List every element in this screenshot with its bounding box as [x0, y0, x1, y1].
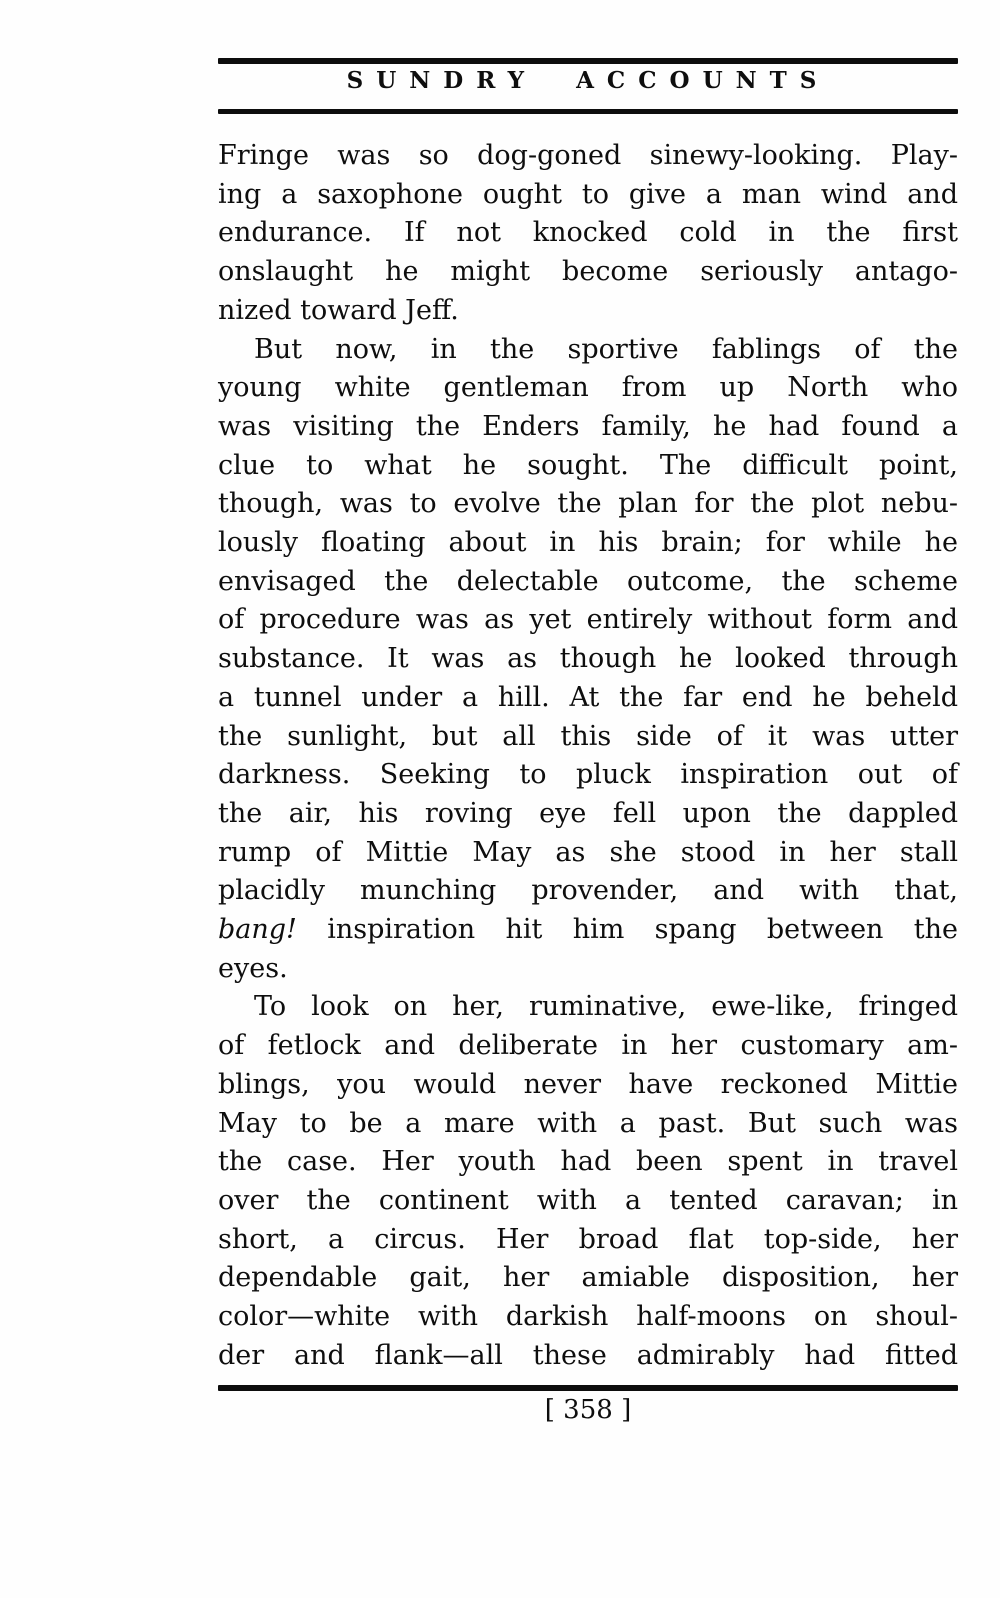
text-line: the sunlight, but all this side of it was utter — [218, 720, 958, 752]
text-line: blings, you would never have reckoned Mittie — [218, 1068, 958, 1100]
text-line: rump of Mittie May as she stood in her stall — [218, 836, 958, 868]
text-line: dependable gait, her amiable disposition, her — [218, 1262, 958, 1294]
text-line: young white gentleman from up North who — [218, 372, 958, 404]
text-line: clue to what he sought. The difficult point, — [218, 449, 958, 481]
text-line: a tunnel under a hill. At the far end he beheld — [218, 681, 958, 713]
text-line: the air, his roving eye fell upon the dappled — [218, 797, 958, 829]
text-line: der and flank—all these admirably had fitted — [218, 1339, 958, 1371]
text-line: over the continent with a tented caravan; in — [218, 1184, 958, 1216]
text-line: substance. It was as though he looked through — [218, 643, 958, 675]
text-line: Fringe was so dog-goned sinewy-looking. Play- — [218, 140, 958, 171]
text-line: was visiting the Enders family, he had found a — [218, 410, 958, 442]
text-line: of fetlock and deliberate in her customary am- — [218, 1030, 958, 1062]
text-line: though, was to evolve the plan for the plot nebu- — [218, 488, 958, 520]
text-line: To look on her, ruminative, ewe-like, fringed — [254, 991, 958, 1023]
text-line: darkness. Seeking to pluck inspiration out of — [218, 759, 958, 791]
text-line: lously floating about in his brain; for while he — [218, 527, 958, 559]
text-line: nized toward Jeff. — [218, 294, 459, 326]
text-line: short, a circus. Her broad flat top-side, her — [218, 1223, 958, 1255]
text-line: envisaged the delectable outcome, the scheme — [218, 565, 958, 597]
text-line: endurance. If not knocked cold in the first — [218, 217, 958, 249]
text-line: color—white with darkish half-moons on shoul- — [218, 1301, 958, 1333]
header-rule-bottom — [218, 109, 958, 114]
text-line: bang! inspiration hit him spang between the — [218, 914, 958, 946]
text-line: onslaught he might become seriously antago- — [218, 256, 958, 288]
text-line: eyes. — [218, 952, 288, 984]
text-line: placidly munching provender, and with that, — [218, 875, 958, 907]
text-line: the case. Her youth had been spent in travel — [218, 1146, 958, 1178]
text-line: But now, in the sportive fablings of the — [254, 333, 958, 365]
text-line: May to be a mare with a past. But such was — [218, 1107, 958, 1139]
running-header-title: SUNDRY ACCOUNTS — [346, 67, 830, 94]
text-line: of procedure was as yet entirely without form and — [218, 604, 958, 636]
footer-rule — [218, 1385, 958, 1391]
body-text — [218, 137, 958, 1376]
header-rule-top — [218, 58, 958, 64]
page-number: [ 358 ] — [544, 1395, 632, 1425]
text-line: ing a saxophone ought to give a man wind and — [218, 178, 958, 210]
